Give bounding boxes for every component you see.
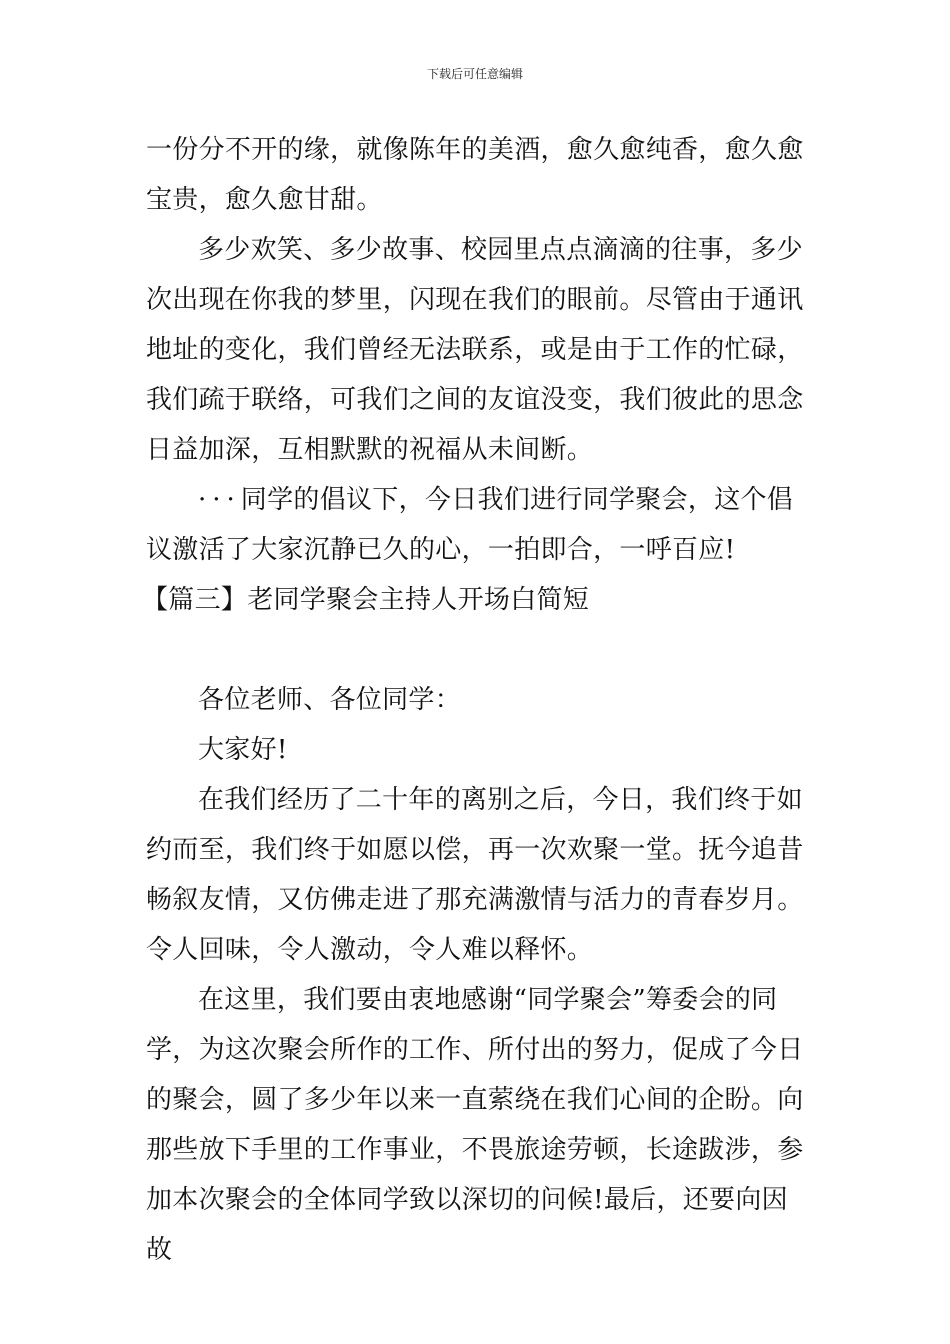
paragraph-reunion: 在我们经历了二十年的离别之后，今日，我们终于如约而至，我们终于如愿以偿，再一次欢聚一堂。抚今追昔畅叙友情，又仿佛走进了那充满激情与活力的青春岁月。令人回味，令人激动，令人难以释怀。	[146, 785, 804, 965]
paragraph-proposal-text: 同学的倡议下，今日我们进行同学聚会，这个倡议激活了大家沉静已久的心，一拍即合，一呼百应!	[146, 485, 794, 565]
hello-line: 大家好!	[198, 735, 288, 765]
blank-line	[146, 625, 808, 675]
document-body	[142, 125, 808, 1275]
greeting-line: 各位老师、各位同学：	[198, 685, 462, 715]
section-title: 【篇三】老同学聚会主持人开场白简短	[142, 585, 590, 615]
paragraph-memories: 多少欢笑、多少故事、校园里点点滴滴的往事，多少次出现在你我的梦里，闪现在我们的眼前。尽管由于通讯地址的变化，我们曾经无法联系，或是由于工作的忙碌，我们疏于联络，可我们之间的友谊没变，我们彼此的思念日益加深，互相默默的祝福从未间断。	[146, 235, 804, 465]
paragraph-thanks: 在这里，我们要由衷地感谢“同学聚会”筹委会的同学，为这次聚会所作的工作、所付出的努力，促成了今日的聚会，圆了多少年以来一直萦绕在我们心间的企盼。向那些放下手里的工作事业，不畏旅途劳顿，长途跋涉，参加本次聚会的全体同学致以深切的问候!最后，还要向因故	[146, 985, 804, 1265]
paragraph-continuation: 一份分不开的缘，就像陈年的美酒，愈久愈纯香，愈久愈宝贵，愈久愈甘甜。	[146, 135, 804, 215]
page-header-note: 下载后可任意编辑	[426, 67, 523, 81]
paragraph-proposal	[146, 475, 808, 575]
ellipsis-dots: ···	[198, 485, 241, 515]
